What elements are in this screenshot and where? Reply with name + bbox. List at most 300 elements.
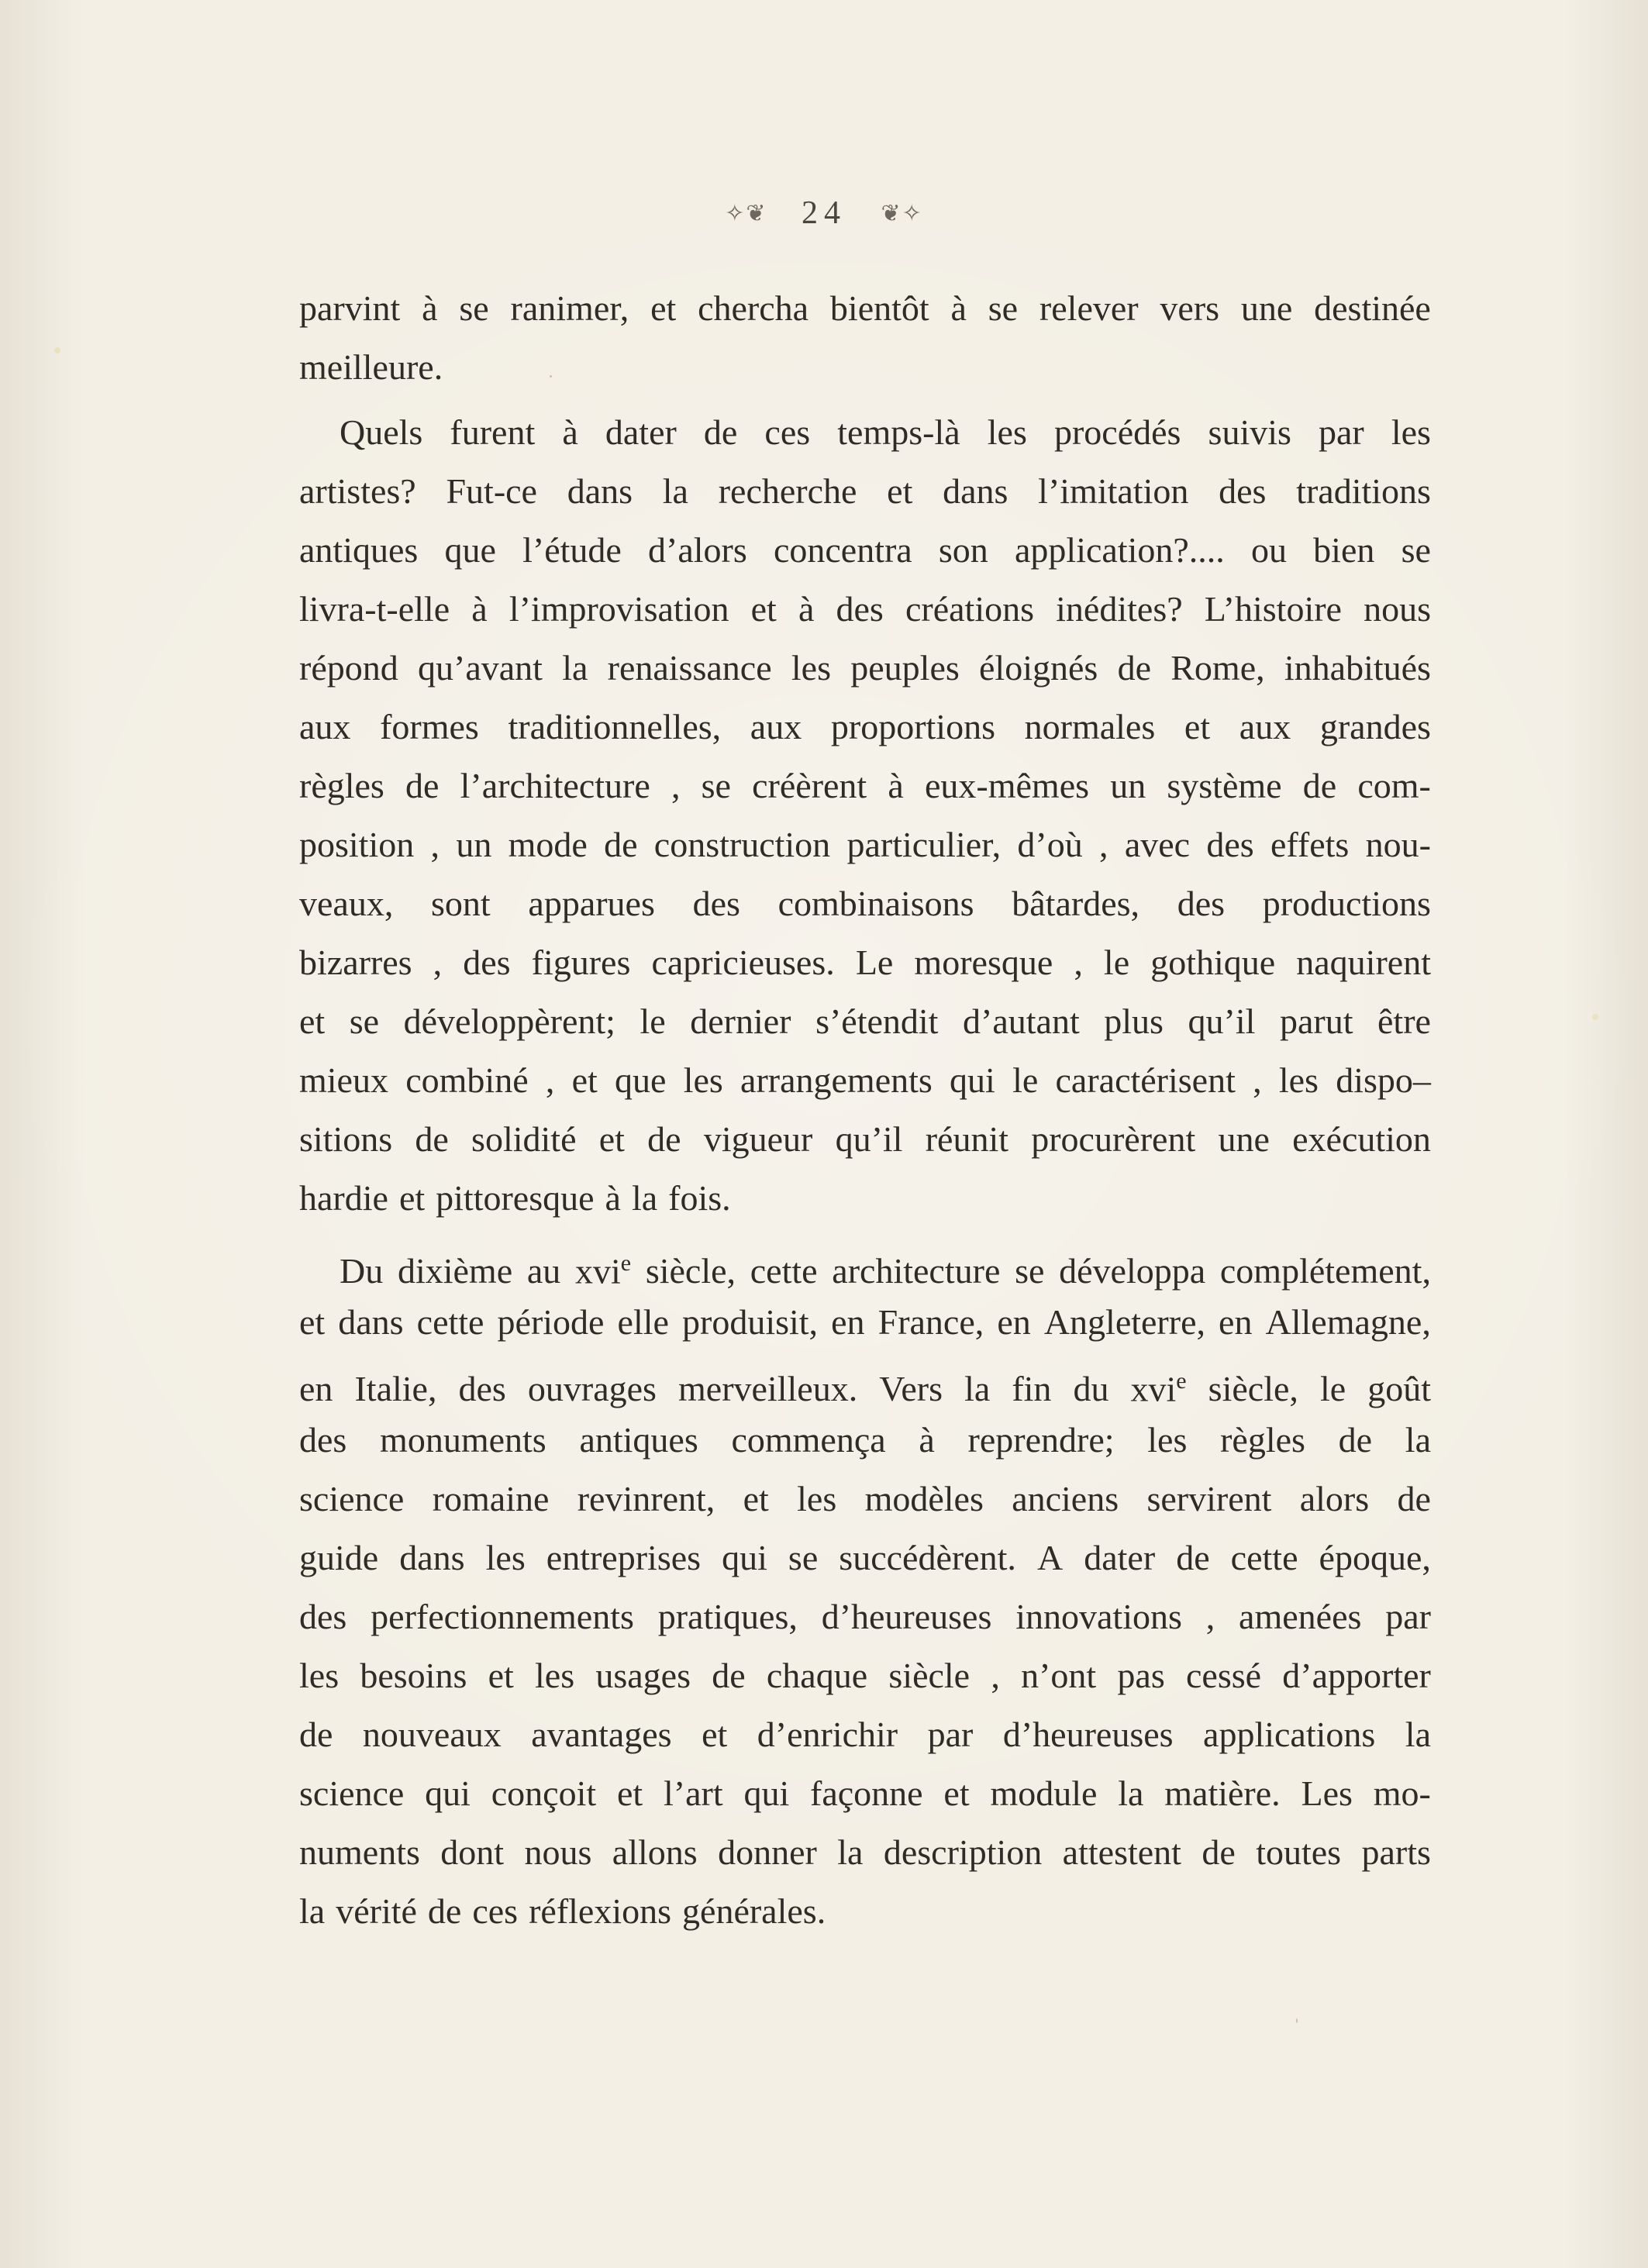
text-word: les — [299, 1656, 340, 1695]
text-word: d’apporter — [1282, 1656, 1431, 1695]
text-word: chercha — [698, 288, 809, 328]
text-word: des — [1219, 471, 1267, 511]
text-word: l’art — [664, 1773, 723, 1813]
text-word: la — [837, 1832, 864, 1872]
text-word: naquirent — [1296, 943, 1431, 982]
text-line — [299, 1234, 1431, 1293]
text-word: ces — [764, 412, 811, 452]
text-word: la — [1405, 1420, 1431, 1460]
text-word: les — [1278, 1060, 1319, 1100]
text-word: l’imitation — [1038, 471, 1189, 511]
text-word: modèles — [864, 1479, 984, 1518]
text-word: des — [1206, 825, 1254, 864]
text-word: réunit — [925, 1119, 1008, 1159]
text-word: ou — [1250, 530, 1287, 570]
text-word: veaux, — [299, 884, 394, 923]
text-word: formes — [380, 707, 479, 746]
text-word: mo- — [1373, 1773, 1431, 1813]
text-word: d’alors — [648, 530, 747, 570]
text-line — [299, 874, 1431, 933]
text-word: position — [299, 825, 415, 864]
text-line — [299, 639, 1431, 698]
text-word: apparues — [528, 884, 655, 923]
text-word: gothique — [1150, 943, 1276, 982]
text-word: de — [604, 825, 638, 864]
text-word: elle — [617, 1302, 669, 1342]
text-word: règles — [299, 766, 384, 805]
text-word: éloignés — [979, 648, 1098, 688]
text-word: bizarres — [299, 943, 412, 982]
text-word: de — [1202, 1832, 1236, 1872]
text-word: , — [545, 1060, 555, 1100]
text-word: à — [798, 589, 815, 629]
text-word: qu’il — [1188, 1001, 1256, 1041]
text-word: de — [427, 1891, 462, 1931]
paragraph-gap — [299, 397, 1431, 403]
text-word: revinrent, — [577, 1479, 715, 1518]
text-word: qui — [425, 1773, 471, 1813]
text-word: matière. — [1164, 1773, 1281, 1813]
text-word: , — [671, 766, 681, 805]
text-word: vers — [1160, 288, 1220, 328]
text-word: particulier, — [846, 825, 1002, 864]
text-word: besoins — [360, 1656, 467, 1695]
text-word: grandes — [1319, 707, 1431, 746]
text-word: usages — [595, 1656, 691, 1695]
text-word: ouvrages — [527, 1369, 657, 1409]
text-word: dispo– — [1336, 1060, 1431, 1100]
text-word: France, — [877, 1302, 984, 1342]
text-line — [299, 338, 1431, 397]
text-word: dont — [440, 1832, 505, 1872]
text-word: n’ont — [1021, 1656, 1097, 1695]
text-word: des — [1177, 884, 1226, 923]
text-word: d’heureuses — [821, 1597, 992, 1636]
text-word: capricieuses. — [651, 943, 835, 982]
text-word: et — [943, 1773, 970, 1813]
text-word: antiques — [579, 1420, 698, 1460]
text-word: se — [459, 288, 489, 328]
text-word: règles — [1220, 1420, 1305, 1460]
text-word: d’enrichir — [757, 1715, 898, 1754]
text-word: proportions — [830, 707, 995, 746]
text-word: construction — [653, 825, 831, 864]
text-word: que — [444, 530, 496, 570]
text-word: dans — [567, 471, 633, 511]
text-word: à — [950, 288, 967, 328]
text-word: un — [1110, 766, 1146, 805]
text-word: pittoresque — [436, 1178, 595, 1218]
text-word: nous — [524, 1832, 592, 1872]
text-word: inhabitués — [1284, 648, 1431, 688]
text-word: à — [422, 288, 438, 328]
text-word: recherche — [718, 471, 857, 511]
text-word: Fut-ce — [446, 471, 537, 511]
text-word: eux-mêmes — [924, 766, 1090, 805]
text-word: l’improvisation — [509, 589, 729, 629]
text-word: avec — [1124, 825, 1191, 864]
text-word: et — [887, 471, 913, 511]
text-line — [299, 580, 1431, 639]
text-word: au — [526, 1251, 561, 1291]
text-line — [299, 279, 1431, 338]
text-word: les — [1147, 1420, 1188, 1460]
text-word: en — [1219, 1302, 1253, 1342]
text-word: dans — [338, 1302, 404, 1342]
text-word: aux — [1239, 707, 1291, 746]
text-word: par — [1385, 1597, 1431, 1636]
text-word: mode — [508, 825, 588, 864]
text-line — [299, 403, 1431, 462]
text-word: des — [836, 589, 884, 629]
text-word: à — [562, 412, 578, 452]
text-word: entreprises — [546, 1538, 702, 1577]
text-word: procurèrent — [1031, 1119, 1196, 1159]
text-word: le — [1012, 1060, 1039, 1100]
text-word: L’histoire — [1204, 589, 1342, 629]
text-word: les — [797, 1479, 837, 1518]
text-word: l’architecture — [460, 766, 650, 805]
text-word: créations — [905, 589, 1034, 629]
page-number: 24 — [802, 195, 846, 232]
text-word: servirent — [1146, 1479, 1272, 1518]
text-word: avantages — [531, 1715, 672, 1754]
text-word: commença — [731, 1420, 886, 1460]
text-word: répond — [299, 648, 398, 688]
text-word: la — [1405, 1715, 1431, 1754]
text-word: suivis — [1208, 412, 1291, 452]
text-word: dater — [605, 412, 677, 452]
text-line — [299, 462, 1431, 521]
text-word: d’heureuses — [1002, 1715, 1174, 1754]
superscript-ordinal: e — [620, 1250, 632, 1276]
text-word: , — [430, 825, 440, 864]
text-word: à — [888, 766, 904, 805]
text-word: bien — [1313, 530, 1375, 570]
superscript-ordinal: e — [1176, 1368, 1187, 1394]
text-word: description — [883, 1832, 1043, 1872]
text-word: développa — [1059, 1251, 1206, 1291]
right-header-ornament: ❦✧ — [881, 200, 923, 226]
text-word: et — [616, 1773, 643, 1813]
text-line — [299, 1352, 1431, 1411]
text-word: chaque — [766, 1656, 868, 1695]
text-word: Du — [340, 1251, 384, 1291]
paragraph-gap — [299, 1228, 1431, 1234]
text-word: dixième — [397, 1251, 513, 1291]
text-word: produisit, — [682, 1302, 819, 1342]
text-line — [299, 757, 1431, 815]
text-word: livra-t-elle — [299, 589, 450, 629]
text-word: Angleterre, — [1043, 1302, 1205, 1342]
text-word: et — [750, 589, 777, 629]
text-word: des — [463, 943, 511, 982]
text-word: nouveaux — [362, 1715, 502, 1754]
page-header — [0, 192, 1648, 232]
text-word: xvi$^e$ — [1130, 1368, 1187, 1409]
text-word: fois. — [668, 1178, 731, 1218]
text-word: numents — [299, 1832, 420, 1872]
text-word: les — [987, 412, 1027, 452]
text-line — [299, 521, 1431, 580]
text-word: , — [433, 943, 443, 982]
text-word: solidité — [471, 1119, 577, 1159]
text-word: guide — [299, 1538, 379, 1577]
text-word: science — [299, 1479, 405, 1518]
text-line — [299, 1051, 1431, 1110]
text-word: une — [1218, 1119, 1270, 1159]
text-word: normales — [1024, 707, 1156, 746]
text-word: époque, — [1319, 1538, 1431, 1577]
text-word: de — [1117, 648, 1151, 688]
text-word: Rome, — [1170, 648, 1265, 688]
text-line — [299, 1823, 1431, 1882]
text-word: exécution — [1292, 1119, 1431, 1159]
text-word: Quels — [340, 412, 423, 452]
text-word: sitions — [299, 1119, 393, 1159]
text-word: com- — [1357, 766, 1431, 805]
text-word: et — [571, 1060, 598, 1100]
text-word: plus — [1104, 1001, 1164, 1041]
text-word: arrangements — [740, 1060, 933, 1100]
left-header-ornament: ✧❦ — [725, 200, 767, 226]
text-word: science — [299, 1773, 405, 1813]
text-word: cette — [416, 1302, 484, 1342]
text-word: la — [562, 648, 588, 688]
paper-stain — [54, 347, 60, 353]
text-line — [299, 1169, 1431, 1228]
text-word: merveilleux. — [678, 1369, 858, 1409]
text-word: façonne — [810, 1773, 923, 1813]
text-word: Le — [855, 943, 894, 982]
text-word: de — [647, 1119, 681, 1159]
text-word: traditionnelles, — [508, 707, 722, 746]
text-word: procédés — [1053, 412, 1181, 452]
text-word: à — [471, 589, 488, 629]
text-word: développèrent; — [403, 1001, 615, 1041]
text-word: anciens — [1012, 1479, 1119, 1518]
text-word: les — [485, 1538, 526, 1577]
text-word: système — [1167, 766, 1282, 805]
text-word: à — [605, 1178, 621, 1218]
text-word: caractérisent — [1055, 1060, 1236, 1100]
text-word: s’étendit — [815, 1001, 939, 1041]
text-word: cette — [1230, 1538, 1298, 1577]
text-line — [299, 933, 1431, 992]
text-word: la — [964, 1369, 991, 1409]
text-word: le — [1103, 943, 1130, 982]
text-word: et — [598, 1119, 625, 1159]
text-word: toutes — [1256, 1832, 1342, 1872]
text-word: l’étude — [522, 530, 622, 570]
paper-stain — [1592, 1014, 1598, 1020]
text-word: bâtardes, — [1012, 884, 1140, 923]
text-word: dernier — [690, 1001, 791, 1041]
text-word: inédites? — [1056, 589, 1183, 629]
text-word: parvint — [299, 288, 401, 328]
text-word: nous — [1364, 589, 1431, 629]
text-word: bientôt — [829, 288, 929, 328]
text-word: romaine — [432, 1479, 550, 1518]
paper-speck — [1296, 2018, 1298, 2023]
text-word: ces — [472, 1891, 519, 1931]
text-word: aux — [750, 707, 802, 746]
text-word: donner — [718, 1832, 817, 1872]
text-word: créèrent — [752, 766, 867, 805]
text-word: se — [349, 1001, 380, 1041]
body-text — [299, 279, 1431, 1941]
text-line — [299, 1110, 1431, 1169]
text-line — [299, 1705, 1431, 1764]
text-line — [299, 815, 1431, 874]
text-word: traditions — [1296, 471, 1431, 511]
text-word: d’où — [1017, 825, 1083, 864]
text-word: xvi$^e$ — [575, 1250, 632, 1291]
text-word: fin — [1012, 1369, 1052, 1409]
text-word: de — [405, 766, 440, 805]
text-word: , — [1099, 825, 1108, 864]
text-line — [299, 1470, 1431, 1529]
text-word: se — [701, 766, 731, 805]
text-line — [299, 1646, 1431, 1705]
text-word: aux — [299, 707, 351, 746]
text-word: par — [927, 1715, 974, 1754]
text-word: Allemagne, — [1265, 1302, 1431, 1342]
text-word: son — [938, 530, 988, 570]
text-word: furent — [450, 412, 536, 452]
text-word: innovations — [1015, 1597, 1182, 1636]
text-line — [299, 1764, 1431, 1823]
text-word: A — [1036, 1538, 1064, 1577]
text-word: meilleure. — [299, 347, 443, 387]
text-word: sont — [431, 884, 491, 923]
text-word: qu’il — [835, 1119, 903, 1159]
text-line — [299, 1411, 1431, 1470]
text-word: se — [1015, 1251, 1045, 1291]
text-word: vigueur — [703, 1119, 813, 1159]
text-word: vérité — [336, 1891, 417, 1931]
text-word: les — [683, 1060, 723, 1100]
text-word: de — [299, 1715, 333, 1754]
text-word: siècle, — [1208, 1369, 1298, 1409]
text-word: monuments — [380, 1420, 546, 1460]
text-word: mieux — [299, 1060, 388, 1100]
text-word: reprendre; — [967, 1420, 1115, 1460]
text-word: les — [1391, 412, 1431, 452]
text-word: les — [535, 1656, 575, 1695]
text-word: , — [1205, 1597, 1215, 1636]
text-word: , — [1253, 1060, 1262, 1100]
text-word: et — [1184, 707, 1211, 746]
text-word: Vers — [879, 1369, 943, 1409]
text-word: perfectionnements — [371, 1597, 634, 1636]
text-word: se — [788, 1538, 819, 1577]
text-word: de — [1397, 1479, 1431, 1518]
text-word: productions — [1262, 884, 1431, 923]
text-word: de — [1338, 1420, 1373, 1460]
text-word: relever — [1039, 288, 1139, 328]
text-word: figures — [531, 943, 631, 982]
text-word: générales. — [682, 1891, 826, 1931]
text-word: attestent — [1062, 1832, 1181, 1872]
text-line — [299, 698, 1431, 757]
text-word: se — [988, 288, 1019, 328]
text-word: destinée — [1314, 288, 1431, 328]
text-word: moresque — [914, 943, 1053, 982]
text-word: et — [650, 288, 677, 328]
text-word: une — [1240, 288, 1293, 328]
text-word: le — [640, 1001, 666, 1041]
text-word: complétement, — [1219, 1251, 1431, 1291]
text-word: et — [299, 1302, 326, 1342]
text-word: ranimer, — [510, 288, 629, 328]
text-word: alors — [1299, 1479, 1370, 1518]
text-word: renaissance — [607, 648, 772, 688]
text-word: pratiques, — [657, 1597, 798, 1636]
text-word: que — [615, 1060, 667, 1100]
text-word: du — [1073, 1369, 1109, 1409]
text-word: cessé — [1185, 1656, 1262, 1695]
text-word: applications — [1203, 1715, 1376, 1754]
text-word: de — [415, 1119, 449, 1159]
text-word: amenées — [1239, 1597, 1362, 1636]
text-word: peuples — [850, 648, 960, 688]
text-word: en — [831, 1302, 865, 1342]
text-word: artistes? — [299, 471, 416, 511]
text-word: , — [991, 1656, 1000, 1695]
text-word: cette — [750, 1251, 818, 1291]
text-word: la — [662, 471, 688, 511]
text-word: période — [497, 1302, 605, 1342]
text-word: module — [990, 1773, 1098, 1813]
text-word: de — [1176, 1538, 1210, 1577]
text-word: se — [1401, 530, 1431, 570]
text-line — [299, 992, 1431, 1051]
text-word: et — [743, 1479, 769, 1518]
text-word: des — [458, 1369, 506, 1409]
text-word: qui — [950, 1060, 995, 1100]
paper-speck — [550, 375, 552, 377]
text-word: succédèrent. — [839, 1538, 1016, 1577]
text-word: et — [398, 1178, 426, 1218]
text-word: de — [703, 412, 738, 452]
text-word: combinaisons — [777, 884, 974, 923]
text-word: en — [997, 1302, 1031, 1342]
text-word: être — [1377, 1001, 1431, 1041]
text-word: siècle — [888, 1656, 971, 1695]
text-line — [299, 1293, 1431, 1352]
text-word: dater — [1084, 1538, 1156, 1577]
text-word: dans — [943, 471, 1008, 511]
text-word: qui — [722, 1538, 767, 1577]
text-word: en — [299, 1369, 333, 1409]
text-word: à — [919, 1420, 935, 1460]
text-word: et — [488, 1656, 514, 1695]
text-word: et — [702, 1715, 728, 1754]
text-word: allons — [612, 1832, 698, 1872]
text-word: goût — [1367, 1369, 1431, 1409]
text-word: des — [299, 1597, 347, 1636]
text-word: des — [299, 1420, 347, 1460]
text-word: antiques — [299, 530, 419, 570]
text-word: nou- — [1365, 825, 1431, 864]
text-word: de — [712, 1656, 746, 1695]
text-word: réflexions — [529, 1891, 672, 1931]
text-word: d’autant — [963, 1001, 1080, 1041]
text-word: parut — [1279, 1001, 1353, 1041]
text-word: , — [1074, 943, 1083, 982]
text-word: les — [791, 648, 831, 688]
